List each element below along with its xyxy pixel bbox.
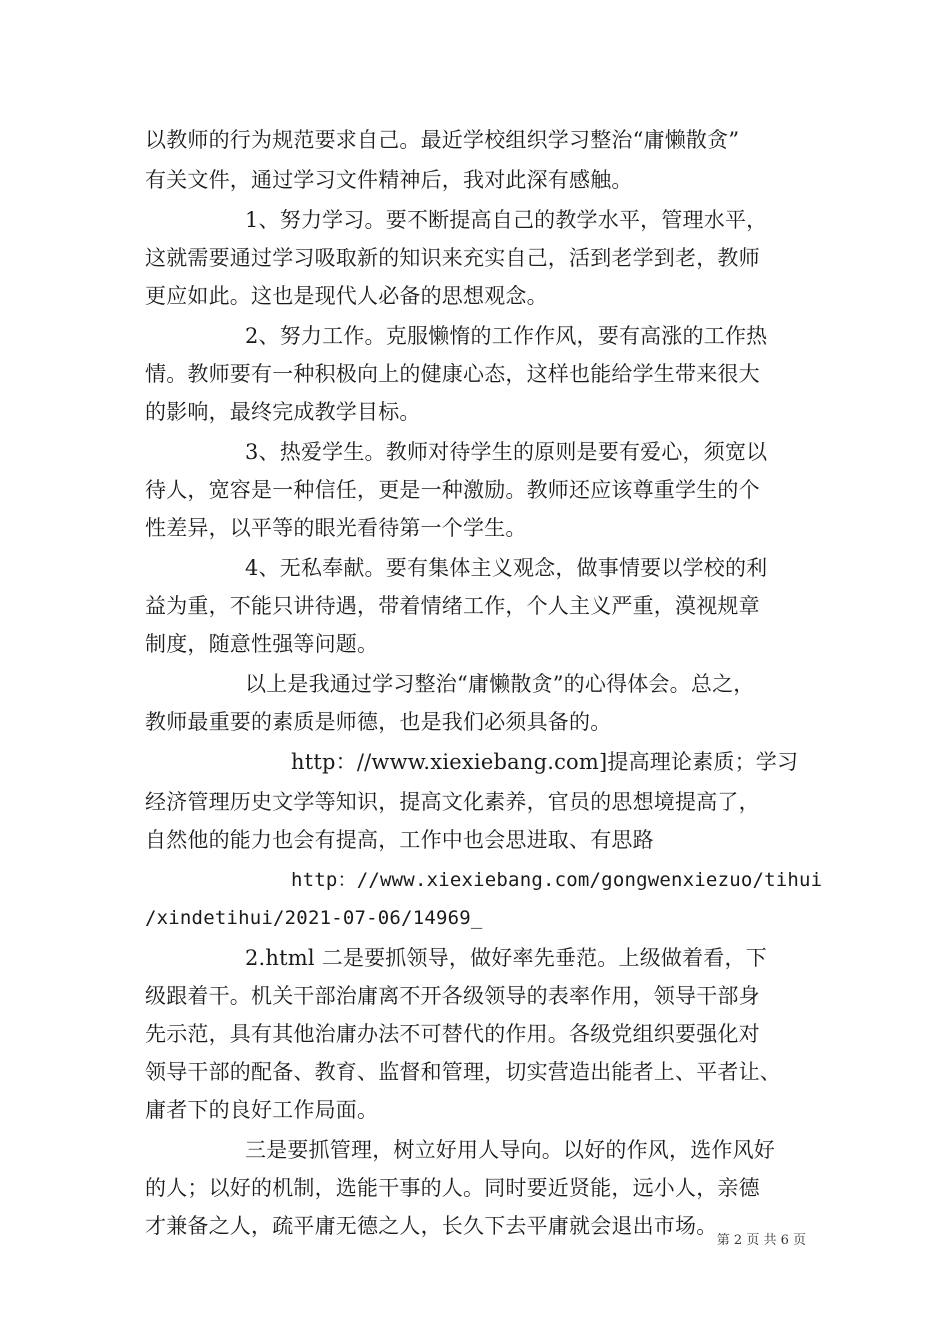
text-line-13: 益为重，不能只讲待遇，带着情绪工作，个人主义严重，漠视规章 <box>145 594 760 618</box>
text-line-8: 的影响，最终完成教学目标。 <box>145 400 421 424</box>
text-line-9: 3、热爱学生。教师对待学生的原则是要有爱心，须宽以 <box>245 440 768 464</box>
text-line-27: 三是要抓管理，树立好用人导向。以好的作风，选作风好 <box>245 1138 775 1162</box>
text-line-18: 经济管理历史文学等知识，提高文化素养，官员的思想境提高了， <box>145 790 760 814</box>
text-line-14: 制度，随意性强等问题。 <box>145 632 379 656</box>
text-line-1: 以教师的行为规范要求自己。最近学校组织学习整治“庸懒散贪” <box>145 128 740 152</box>
text-line-7: 情。教师要有一种积极向上的健康心态，这样也能给学生带来很大 <box>145 362 760 386</box>
text-line-6: 2、努力工作。克服懒惰的工作作风，要有高涨的工作热 <box>245 324 768 348</box>
text-line-11: 性差异，以平等的眼光看待第一个学生。 <box>145 516 527 540</box>
text-line-29: 才兼备之人，疏平庸无德之人，长久下去平庸就会退出市场。 <box>145 1214 718 1238</box>
text-line-4: 这就需要通过学习吸取新的知识来充实自己，活到老学到老，教师 <box>145 246 760 270</box>
url-line-2: /xindetihui/2021-07-06/14969_ <box>145 907 483 929</box>
text-line-22: 2.html 二是要抓领导，做好率先垂范。上级做着看，下 <box>245 946 767 970</box>
text-line-15: 以上是我通过学习整治“庸懒散贪”的心得体会。总之， <box>245 672 755 696</box>
text-line-16: 教师最重要的素质是师德，也是我们必须具备的。 <box>145 710 612 734</box>
text-line-28: 的人；以好的机制，选能干事的人。同时要近贤能，远小人，亲德 <box>145 1176 760 1200</box>
page-footer: 第 2 页 共 6 页 <box>716 1233 806 1248</box>
text-line-26: 庸者下的良好工作局面。 <box>145 1098 379 1122</box>
url-line-1: http：//www.xiexiebang.com/gongwenxiezuo/tihui <box>291 869 823 891</box>
text-line-5: 更应如此。这也是现代人必备的思想观念。 <box>145 284 548 308</box>
text-line-2: 有关文件，通过学习文件精神后，我对此深有感触。 <box>145 168 633 192</box>
text-line-3: 1、努力学习。要不断提高自己的教学水平，管理水平， <box>245 208 768 232</box>
text-line-12: 4、无私奉献。要有集体主义观念，做事情要以学校的利 <box>245 556 768 580</box>
text-line-17: http：//www.xiexiebang.com]提高理论素质；学习 <box>291 750 799 774</box>
text-line-23: 级跟着干。机关干部治庸离不开各级领导的表率作用，领导干部身 <box>145 984 760 1008</box>
text-line-19: 自然他的能力也会有提高，工作中也会思进取、有思路 <box>145 828 654 852</box>
text-line-24: 先示范，具有其他治庸办法不可替代的作用。各级党组织要强化对 <box>145 1022 760 1046</box>
text-line-10: 待人，宽容是一种信任，更是一种激励。教师还应该尊重学生的个 <box>145 478 760 502</box>
text-line-25: 领导干部的配备、教育、监督和管理，切实营造出能者上、平者让、 <box>145 1060 781 1084</box>
